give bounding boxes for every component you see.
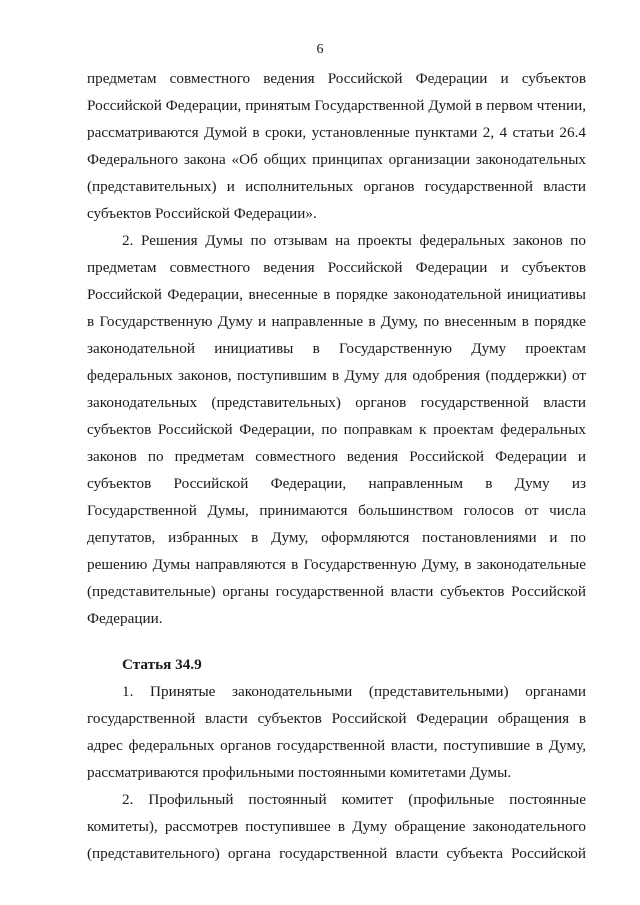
paragraph-continuation: предметам совместного ведения Российской Федерации и субъектов Российской Федерации, принятым Государственной Думой в первом чтении, рассматриваются Думой в сроки, установленные пунктами 2, 4 статьи 26.4 Федерального закона «Об общих принципах организации законодательных (представительных) и исполнительных органов государственной власти субъектов Российской Федерации». <box>87 70 586 222</box>
article-paragraph-1: 1. Принятые законодательными (представительными) органами государственной власти субъектов Российской Федерации обращения в адрес федеральных органов государственной власти, поступившие в Думу, рассматриваются профильными постоянными комитетами Думы. <box>87 683 586 781</box>
page-number: 6 <box>316 42 324 57</box>
document-body <box>87 65 586 867</box>
paragraph-item-2: 2. Решения Думы по отзывам на проекты федеральных законов по предметам совместного ведения Российской Федерации и субъектов Российской Федерации, внесенные в порядке законодательной инициативы в Государственную Думу и направленные в Думу, по внесенным в порядке законодательной инициативы в Государственную Думу проектам федеральных законов, поступившим в Думу для одобрения (поддержки) от законодательных (представительных) органов государственной власти субъектов Российской Федерации, по поправкам к проектам федеральных законов по предметам совместного ведения Российской Федерации и субъектов Российской Федерации, направленным в Думу из Государственной Думы, принимаются большинством голосов от числа депутатов, избранных в Думу, оформляются постановлениями и по решению Думы направляются в Государственную Думу, в законодательные (представительные) органы государственной власти субъектов Российской Федерации. <box>87 232 586 627</box>
article-heading: Статья 34.9 <box>122 656 202 673</box>
article-paragraph-2: 2. Профильный постоянный комитет (профильные постоянные комитеты), рассмотрев поступившее в Думу обращение законодательного (представительного) органа государственной власти субъекта Российской <box>87 791 586 862</box>
